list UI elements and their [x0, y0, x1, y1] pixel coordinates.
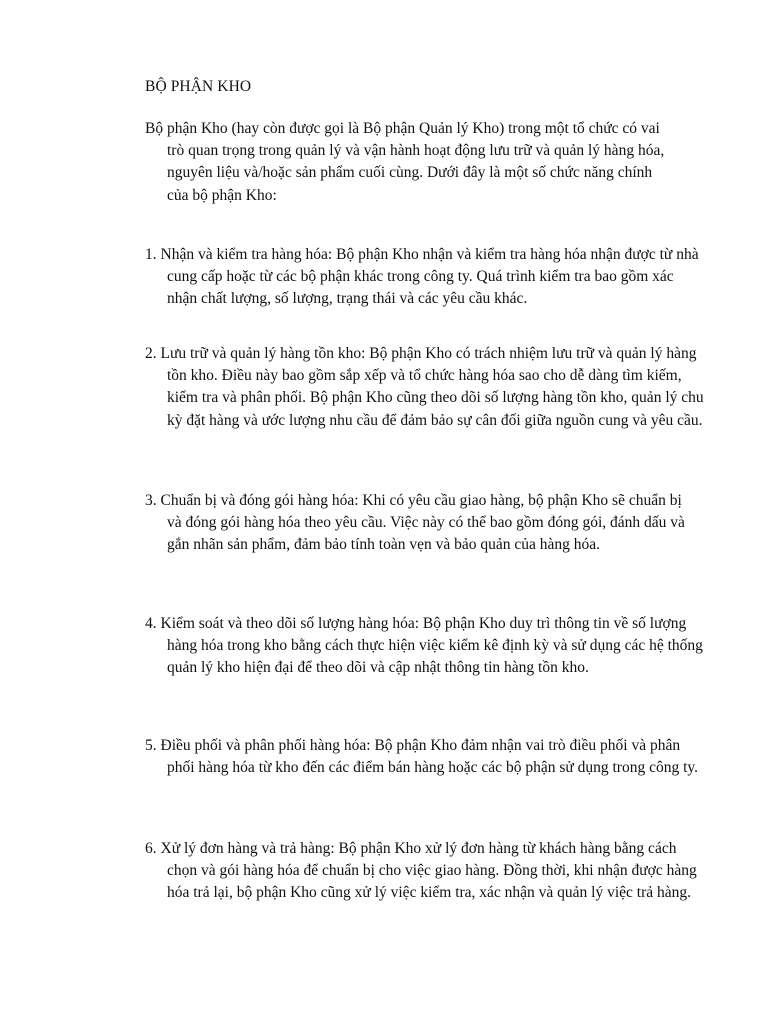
list-item-orders-returns: 6. Xử lý đơn hàng và trả hàng: Bộ phận Kho xử lý đơn hàng từ khách hàng bằng cách chọn và gói hàng hóa để chuẩn bị cho việc giao hàng. Đồng thời, khi nhận được hàng hóa trả lại, bộ phận Kho cũng xử lý việc kiểm tra, xác nhận và quản lý việc trả hàng.: [145, 839, 697, 902]
list-item-inventory-control: 4. Kiểm soát và theo dõi số lượng hàng hóa: Bộ phận Kho duy trì thông tin về số lượng hàng hóa trong kho bằng cách thực hiện việc kiểm kê định kỳ và sử dụng các hệ thống quản lý kho hiện đại để theo dõi và cập nhật thông tin hàng tồn kho.: [145, 614, 703, 677]
list-item-storage: 2. Lưu trữ và quản lý hàng tồn kho: Bộ phận Kho có trách nhiệm lưu trữ và quản lý hàng tồn kho. Điều này bao gồm sắp xếp và tổ chức hàng hóa sao cho dễ dàng tìm kiếm, kiểm tra và phân phối. Bộ phận Kho cũng theo dõi số lượng hàng tồn kho, quản lý chu kỳ đặt hàng và ước lượng nhu cầu để đảm bảo sự cân đối giữa nguồn cung và yêu cầu.: [145, 344, 704, 429]
intro-paragraph: Bộ phận Kho (hay còn được gọi là Bộ phận Quản lý Kho) trong một tổ chức có vai trò quan trọng trong quản lý và vận hành hoạt động lưu trữ và quản lý hàng hóa, nguyên liệu và/hoặc sản phẩm cuối cùng. Dưới đây là một số chức năng chính của bộ phận Kho:: [145, 119, 665, 204]
list-item-distribution: 5. Điều phối và phân phối hàng hóa: Bộ phận Kho đảm nhận vai trò điều phối và phân phối hàng hóa từ kho đến các điểm bán hàng hoặc các bộ phận sử dụng trong công ty.: [145, 736, 699, 776]
document-title: BỘ PHẬN KHO: [145, 78, 252, 95]
list-item-packing: 3. Chuẩn bị và đóng gói hàng hóa: Khi có yêu cầu giao hàng, bộ phận Kho sẽ chuẩn bị và đóng gói hàng hóa theo yêu cầu. Việc này có thể bao gồm đóng gói, đánh dấu và gắn nhãn sản phẩm, đảm bảo tính toàn vẹn và bảo quản của hàng hóa.: [145, 491, 685, 554]
list-item-receiving: 1. Nhận và kiểm tra hàng hóa: Bộ phận Kho nhận và kiểm tra hàng hóa nhận được từ nhà cung cấp hoặc từ các bộ phận khác trong công ty. Quá trình kiểm tra bao gồm xác nhận chất lượng, số lượng, trạng thái và các yêu cầu khác.: [145, 245, 699, 308]
